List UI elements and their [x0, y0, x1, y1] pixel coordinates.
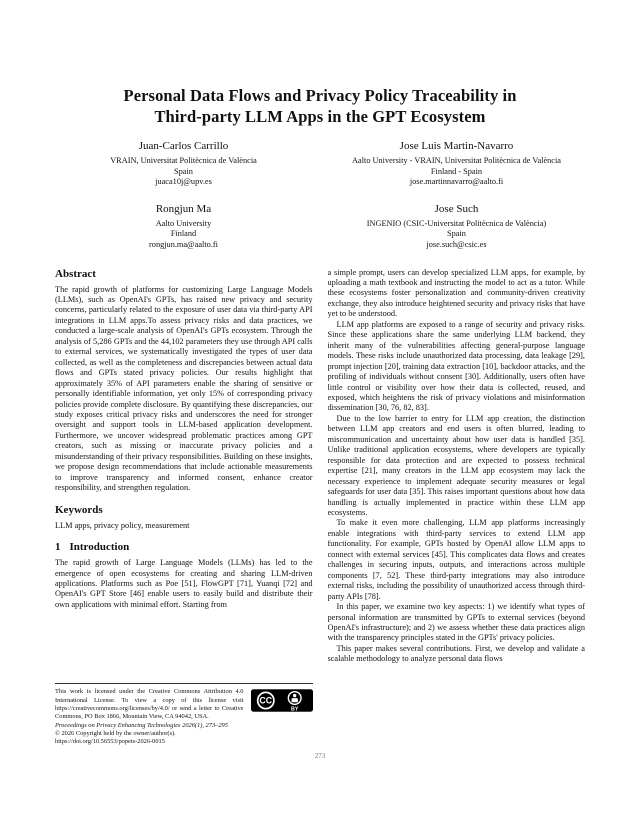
doi-line: https://doi.org/10.56553/popets-2026-0015 — [55, 738, 165, 746]
footnote-rule — [55, 683, 313, 684]
author-name: Juan-Carlos Carrillo — [138, 140, 229, 152]
author-email: juaca10j@upv.es — [155, 177, 212, 187]
license-text: This work is licensed under the Creative Commons Attribution 4.0 International License. To view a copy of this license visit https://creativecommons.org/licenses/by/4.0/ or send a letter to Creative Commons, PO Box 1866, Mountain View, CA 94042, USA. — [55, 688, 244, 721]
author-block-4 — [328, 203, 585, 251]
author-country: Finland — [170, 229, 197, 239]
author-affiliation: VRAIN, Universitat Politècnica de València — [110, 156, 257, 165]
body-paragraph: To make it even more challenging, LLM app platforms increasingly enable integrations with third-party services to extend LLM app functionality. For example, GPTs hosted by OpenAI allow LLM apps to connect with external services [45]. This complicates data flows and creates challenges in securing inputs, outputs, and interactions across multiple components [7, 52]. These third-party integrations may also introduce external risks, including the possibility of unauthorized access through third-party APIs [78]. — [327, 518, 585, 601]
svg-text:BY: BY — [290, 706, 298, 713]
author-name: Rongjun Ma — [155, 202, 212, 215]
body-paragraph: This paper makes several contributions. First, we develop and validate a scalable methodology to analyze personal data flows — [327, 643, 585, 664]
body-paragraph: In this paper, we examine two key aspects: 1) we identify what types of personal information are transmitted by GPTs to external services (beyond OpenAI's infrastructure); and 2) we assess whether these data practices align with the transparency principles stated in the GPTs' privacy policies. — [327, 602, 585, 643]
author-country: Spain — [174, 166, 193, 176]
author-affiliation: INGENIO (CSIC-Universitat Politècnica de València) — [366, 218, 547, 228]
author-name: Jose Luis Martin-Navarro — [399, 140, 514, 152]
author-email: jose.such@csic.es — [426, 239, 487, 249]
copyright-line: © 2026 Copyright held by the owner/author(s). — [55, 729, 176, 737]
author-email: jose.martinnavarro@aalto.fi — [409, 177, 504, 187]
author-email: rongjun.ma@aalto.fi — [149, 239, 218, 249]
author-country: Finland - Spain — [430, 166, 483, 176]
svg-text:CC: CC — [258, 696, 272, 707]
keywords-text: LLM apps, privacy policy, measurement — [55, 520, 190, 530]
author-affiliation: Aalto University — [155, 218, 212, 228]
proceedings-line: Proceedings on Privacy Enhancing Technologies 2026(1), 273–295 — [55, 721, 228, 729]
author-affiliation: Aalto University - VRAIN, Universitat Politècnica de València — [352, 156, 561, 165]
two-column-body — [55, 268, 585, 747]
abstract-heading: Abstract — [55, 267, 96, 280]
cc-by-badge-icon — [251, 689, 313, 717]
author-block-2 — [328, 140, 585, 188]
abstract-paragraph: The rapid growth of platforms for customizing Large Language Models (LLMs), such as OpenAI's GPTs, has raised new privacy and security concerns, particularly related to the exposure of user data via third-party API integrations in LLM apps.To assess privacy risks and data practices, we conducted a large-scale analysis of OpenAI's GPTs ecosystem. Through the analysis of 5,286 GPTs and the 44,102 parameters they use through API calls to external services, we systematically investigated the types of user data collected, as well as the completeness and discrepancies between actual data flows and GPTs stated privacy policies. Our results highlight that approximately 35% of API parameters enable the sharing of sensitive or personally identifiable information, yet only 15% of corresponding privacy policies provide complete disclosure. By quantifying these discrepancies, our study exposes critical privacy risks and underscores the need for stronger oversight and support tools in LLM-based application development. Furthermore, we uncover widespread problematic practices among GPT creators, such as missing or inaccurate privacy policies and a misunderstanding of their privacy responsibilities. Building on these insights, we propose design recommendations that include actionable measurements to improve transparency and informed consent, enhance creator responsibility, and strengthen regulation. — [55, 284, 313, 493]
license-block — [55, 683, 313, 746]
author-name: Jose Such — [434, 202, 479, 215]
body-paragraph: LLM app platforms are exposed to a range of security and privacy risks. Since these applications share the same underlying LLM backend, they inherit many of the vulnerabilities affecting general-purpose language models. These risks include unauthorized data processing, data leakage [29], prompt injection [20], training data extraction [10], backdoor attacks, and the profiling of individuals without consent [30]. Additionally, users often have little control or visibility over how their data is collected, reused, and exposed, which heightens the risk of privacy violations and misinformation dissemination [30, 76, 82, 83]. — [327, 319, 585, 413]
paper-title-line1: Personal Data Flows and Privacy Policy Traceability in — [123, 86, 517, 105]
section-number: 1 — [55, 541, 61, 554]
author-block-1 — [55, 140, 312, 188]
right-column — [328, 268, 586, 747]
introduction-paragraph: The rapid growth of Large Language Models (LLMs) has led to the emergence of open ecosystems for creating and sharing LLM-driven applications. Platforms such as Poe [51], FlowGPT [71], Yuanqi [72] and OpenAI's GPT Store [46] enable users to easily build and distribute their own applications with minimal effort. Starting from — [55, 558, 313, 609]
author-block-3 — [55, 203, 312, 251]
paper-title — [55, 85, 585, 127]
body-paragraph: Due to the low barrier to entry for LLM app creation, the distinction between LLM app creators and end users is often blurred, leading to miscommunication and uncertainty about how user data is handled [35]. Unlike traditional application ecosystems, where developers are typically responsible for data protection and are expected to possess technical expertise [21], many creators in the LLM app ecosystem may lack the necessary experience to implement adequate security measures or legal safeguards for user data [35]. This raises important questions about how data handling is actually implemented in practice within these LLM app ecosystems. — [327, 413, 585, 517]
author-grid — [55, 140, 585, 251]
page-number: 273 — [314, 751, 326, 760]
left-column — [55, 268, 313, 747]
section-title: Introduction — [69, 541, 130, 554]
author-country: Spain — [447, 229, 466, 239]
keywords-heading: Keywords — [55, 503, 103, 516]
introduction-heading — [55, 541, 313, 554]
body-paragraph: a simple prompt, users can develop specialized LLM apps, for example, by uploading a math textbook and instructing the model to act as a tutor. While these ecosystems foster personalization and community-driven creativity exchange, they also introduce heightened security and privacy risks that have yet to be understood. — [327, 267, 585, 319]
paper-title-line2: Third-party LLM Apps in the GPT Ecosystem — [154, 107, 486, 126]
